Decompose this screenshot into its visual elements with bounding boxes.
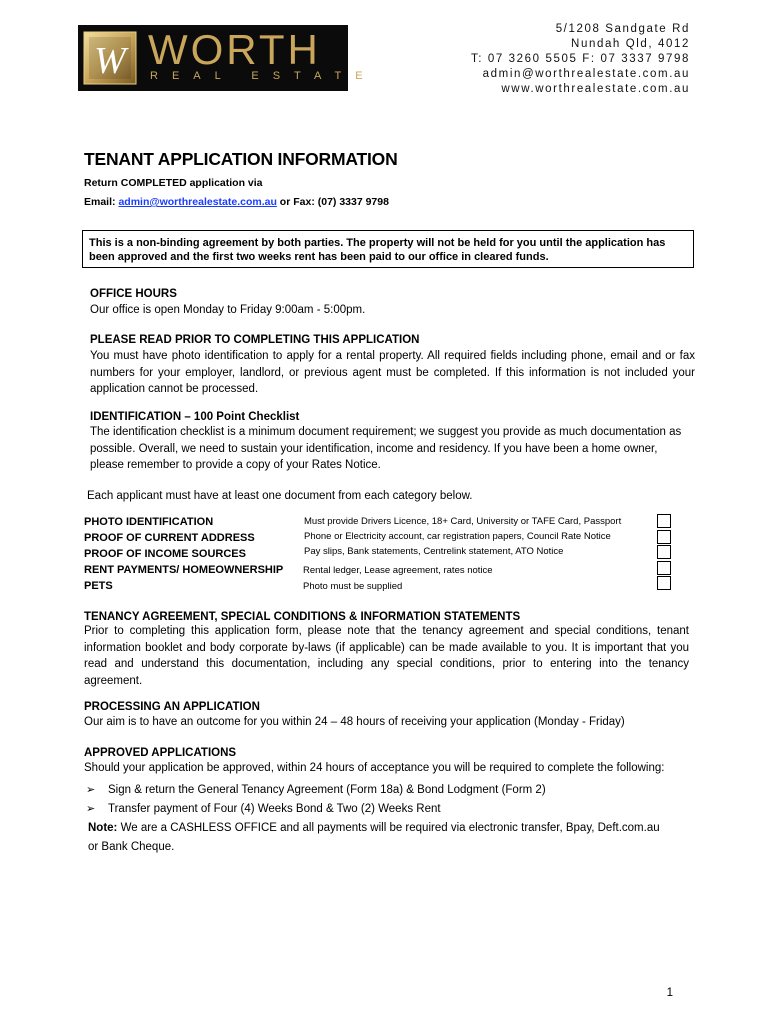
checklist-desc: Must provide Drivers Licence, 18+ Card, University or TAFE Card, Passport	[304, 516, 622, 527]
logo-sub-text: REAL ESTATE	[150, 70, 377, 82]
checklist-label: PETS	[84, 580, 113, 592]
checkbox-proof-of-address[interactable]	[657, 530, 671, 544]
checklist-desc: Phone or Electricity account, car registration papers, Council Rate Notice	[304, 531, 611, 542]
checkbox-rent-payments[interactable]	[657, 561, 671, 575]
identification-title: IDENTIFICATION – 100 Point Checklist	[90, 411, 300, 423]
note-text: We are a CASHLESS OFFICE and all payments will be required via electronic transfer, Bpay, Deft.com.au	[117, 822, 660, 834]
note-label: Note:	[88, 822, 118, 834]
checklist-label: PHOTO IDENTIFICATION	[84, 516, 214, 528]
address-line: 5/1208 Sandgate Rd	[555, 23, 690, 35]
checkbox-photo-identification[interactable]	[657, 514, 671, 528]
processing-title: PROCESSING AN APPLICATION	[84, 701, 260, 713]
address-line: Nundah Qld, 4012	[571, 38, 690, 50]
bullet-text: Transfer payment of Four (4) Weeks Bond & Two (2) Weeks Rent	[108, 803, 441, 815]
tenancy-title: TENANCY AGREEMENT, SPECIAL CONDITIONS & INFORMATION STATEMENTS	[84, 611, 521, 623]
svg-text:W: W	[94, 40, 126, 82]
processing-text: Our aim is to have an outcome for you within 24 – 48 hours of receiving your application (Monday - Friday)	[84, 716, 625, 728]
cashless-note	[88, 820, 660, 837]
return-instructions: Return COMPLETED application via	[84, 177, 263, 189]
contact-line	[84, 195, 389, 209]
email-line: admin@worthrealestate.com.au	[482, 68, 690, 80]
checklist-label: PROOF OF CURRENT ADDRESS	[84, 532, 255, 544]
email-prefix: Email:	[84, 196, 119, 208]
office-address-block	[471, 22, 690, 97]
tenancy-text: Prior to completing this application form, please note that the tenancy agreement and special conditions, tenant information booklet and body corporate by-laws (if applicable) can be made available to you. It is important that you read and understand this documentation, including any special conditions, prior to entering into the tenancy agreement.	[84, 625, 689, 687]
identification-text: The identification checklist is a minimum document requirement; we suggest you provide as much documentation as possible. Overall, we need to sustain your identification, income and residency. If you have been a home owner, please remember to provide a copy of your Rates Notice.	[90, 426, 682, 471]
checklist-label: PROOF OF INCOME SOURCES	[84, 548, 246, 560]
checklist-desc: Photo must be supplied	[303, 581, 403, 592]
logo-brand-text: WORTH	[148, 26, 321, 73]
fax-text: or Fax: (07) 3337 9798	[276, 196, 389, 208]
website-line: www.worthrealestate.com.au	[501, 83, 690, 95]
company-logo	[78, 25, 377, 91]
each-applicant-note: Each applicant must have at least one document from each category below.	[87, 490, 473, 502]
page-title: TENANT APPLICATION INFORMATION	[84, 149, 398, 169]
checkbox-pets[interactable]	[657, 576, 671, 590]
arrow-bullet-icon: ➢	[86, 803, 96, 815]
list-item	[86, 782, 546, 799]
page-number: 1	[666, 987, 673, 999]
approved-text: Should your application be approved, within 24 hours of acceptance you will be required to complete the following:	[84, 762, 665, 774]
office-hours-title: OFFICE HOURS	[90, 288, 177, 300]
worth-w-emblem-icon	[83, 31, 137, 85]
checklist-desc: Rental ledger, Lease agreement, rates notice	[303, 565, 493, 576]
non-binding-notice: This is a non-binding agreement by both parties. The property will not be held for you until the application has been approved and the first two weeks rent has been paid to our office in cleared funds.	[82, 230, 694, 268]
phone-fax-line: T: 07 3260 5505 F: 07 3337 9798	[470, 53, 690, 65]
list-item	[86, 801, 441, 818]
office-hours-text: Our office is open Monday to Friday 9:00am - 5:00pm.	[90, 304, 366, 316]
bullet-text: Sign & return the General Tenancy Agreement (Form 18a) & Bond Lodgment (Form 2)	[108, 784, 546, 796]
please-read-title: PLEASE READ PRIOR TO COMPLETING THIS APPLICATION	[90, 334, 420, 346]
email-link[interactable]: admin@worthrealestate.com.au	[118, 196, 277, 208]
please-read-text: You must have photo identification to apply for a rental property. All required fields including phone, email and or fax numbers for your employer, landlord, or previous agent must be completed. If this information is not included your application cannot be processed.	[90, 350, 695, 395]
approved-title: APPROVED APPLICATIONS	[84, 747, 237, 759]
checkbox-proof-of-income[interactable]	[657, 545, 671, 559]
cashless-note-cont: or Bank Cheque.	[88, 841, 175, 853]
arrow-bullet-icon: ➢	[86, 784, 96, 796]
checklist-desc: Pay slips, Bank statements, Centrelink statement, ATO Notice	[304, 546, 564, 557]
identification-checklist	[84, 514, 684, 594]
checklist-label: RENT PAYMENTS/ HOMEOWNERSHIP	[84, 564, 284, 576]
